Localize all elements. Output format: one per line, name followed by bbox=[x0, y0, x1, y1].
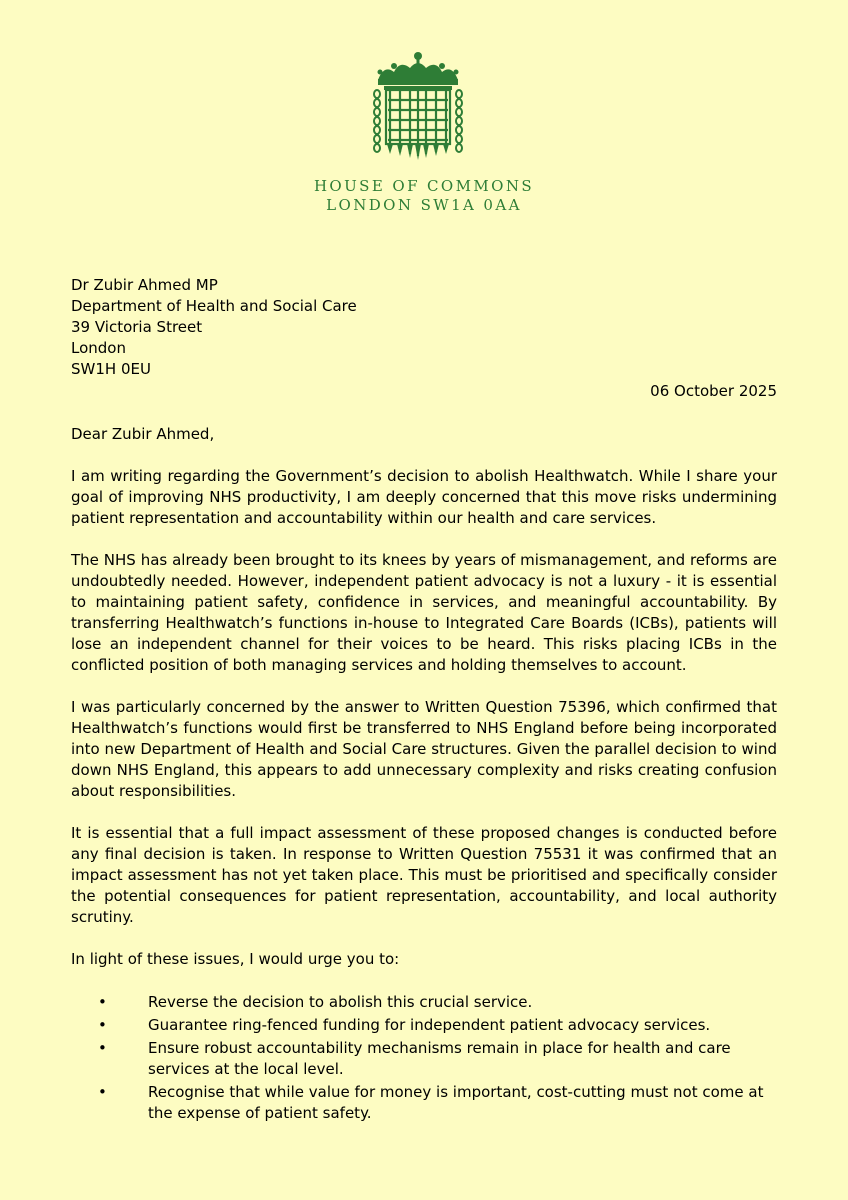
paragraph: I was particularly concerned by the answer to Written Question 75396, which confirmed that Healthwatch’s functions would first be transferred to NHS England before being incorporated into new Department of Health and Social Care structures. Given the parallel decision to wind down NHS England, this appears to add unnecessary complexity and risks creating confusion about responsibilities. bbox=[71, 698, 777, 800]
list-item bbox=[71, 992, 777, 1013]
bullet-icon: • bbox=[98, 1039, 107, 1057]
salutation: Dear Zubir Ahmed, bbox=[71, 425, 215, 443]
list-item-text: Guarantee ring-fenced funding for independent patient advocacy services. bbox=[148, 1016, 711, 1034]
recipient-address bbox=[71, 275, 777, 380]
recipient-postcode: SW1H 0EU bbox=[71, 360, 151, 378]
bullet-icon: • bbox=[98, 1083, 107, 1101]
list-item bbox=[71, 1038, 777, 1080]
recipient-name: Dr Zubir Ahmed MP bbox=[71, 276, 218, 294]
letter-date: 06 October 2025 bbox=[650, 382, 777, 400]
bullet-icon: • bbox=[98, 1016, 107, 1034]
bullet-icon: • bbox=[98, 993, 107, 1011]
list-item bbox=[71, 1015, 777, 1036]
paragraph: The NHS has already been brought to its knees by years of mismanagement, and reforms are undoubtedly needed. However, independent patient advocacy is not a luxury - it is essential to maintaining patient safety, confidence in services, and meaningful accountability. By transferring Healthwatch’s functions in-house to Integrated Care Boards (ICBs), patients will lose an independent channel for their voices to be heard. This risks placing ICBs in the conflicted position of both managing services and holding themselves to account. bbox=[71, 551, 777, 674]
list-item-text: Ensure robust accountability mechanisms remain in place for health and care services at the local level. bbox=[148, 1039, 731, 1078]
recipient-street: 39 Victoria Street bbox=[71, 318, 203, 336]
recommendations-list bbox=[71, 992, 777, 1124]
list-item-text: Recognise that while value for money is important, cost-cutting must not come at the expense of patient safety. bbox=[148, 1083, 764, 1122]
letterhead-title: HOUSE OF COMMONS bbox=[313, 177, 535, 195]
recipient-organisation: Department of Health and Social Care bbox=[71, 297, 357, 315]
portcullis-crest-icon bbox=[370, 50, 466, 162]
list-item bbox=[71, 1082, 777, 1124]
letterhead-address: LONDON SW1A 0AA bbox=[326, 196, 522, 214]
letter-body bbox=[71, 275, 777, 1126]
paragraph: It is essential that a full impact assessment of these proposed changes is conducted before any final decision is taken. In response to Written Question 75531 it was confirmed that an impact assessment has not yet taken place. This must be prioritised and specifically consider the potential consequences for patient representation, accountability, and local authority scrutiny. bbox=[71, 824, 777, 926]
paragraph: I am writing regarding the Government’s decision to abolish Healthwatch. While I share your goal of improving NHS productivity, I am deeply concerned that this move risks undermining patient representation and accountability within our health and care services. bbox=[71, 467, 777, 527]
list-item-text: Reverse the decision to abolish this crucial service. bbox=[148, 993, 533, 1011]
recipient-city: London bbox=[71, 339, 126, 357]
paragraph: In light of these issues, I would urge you to: bbox=[71, 950, 400, 968]
